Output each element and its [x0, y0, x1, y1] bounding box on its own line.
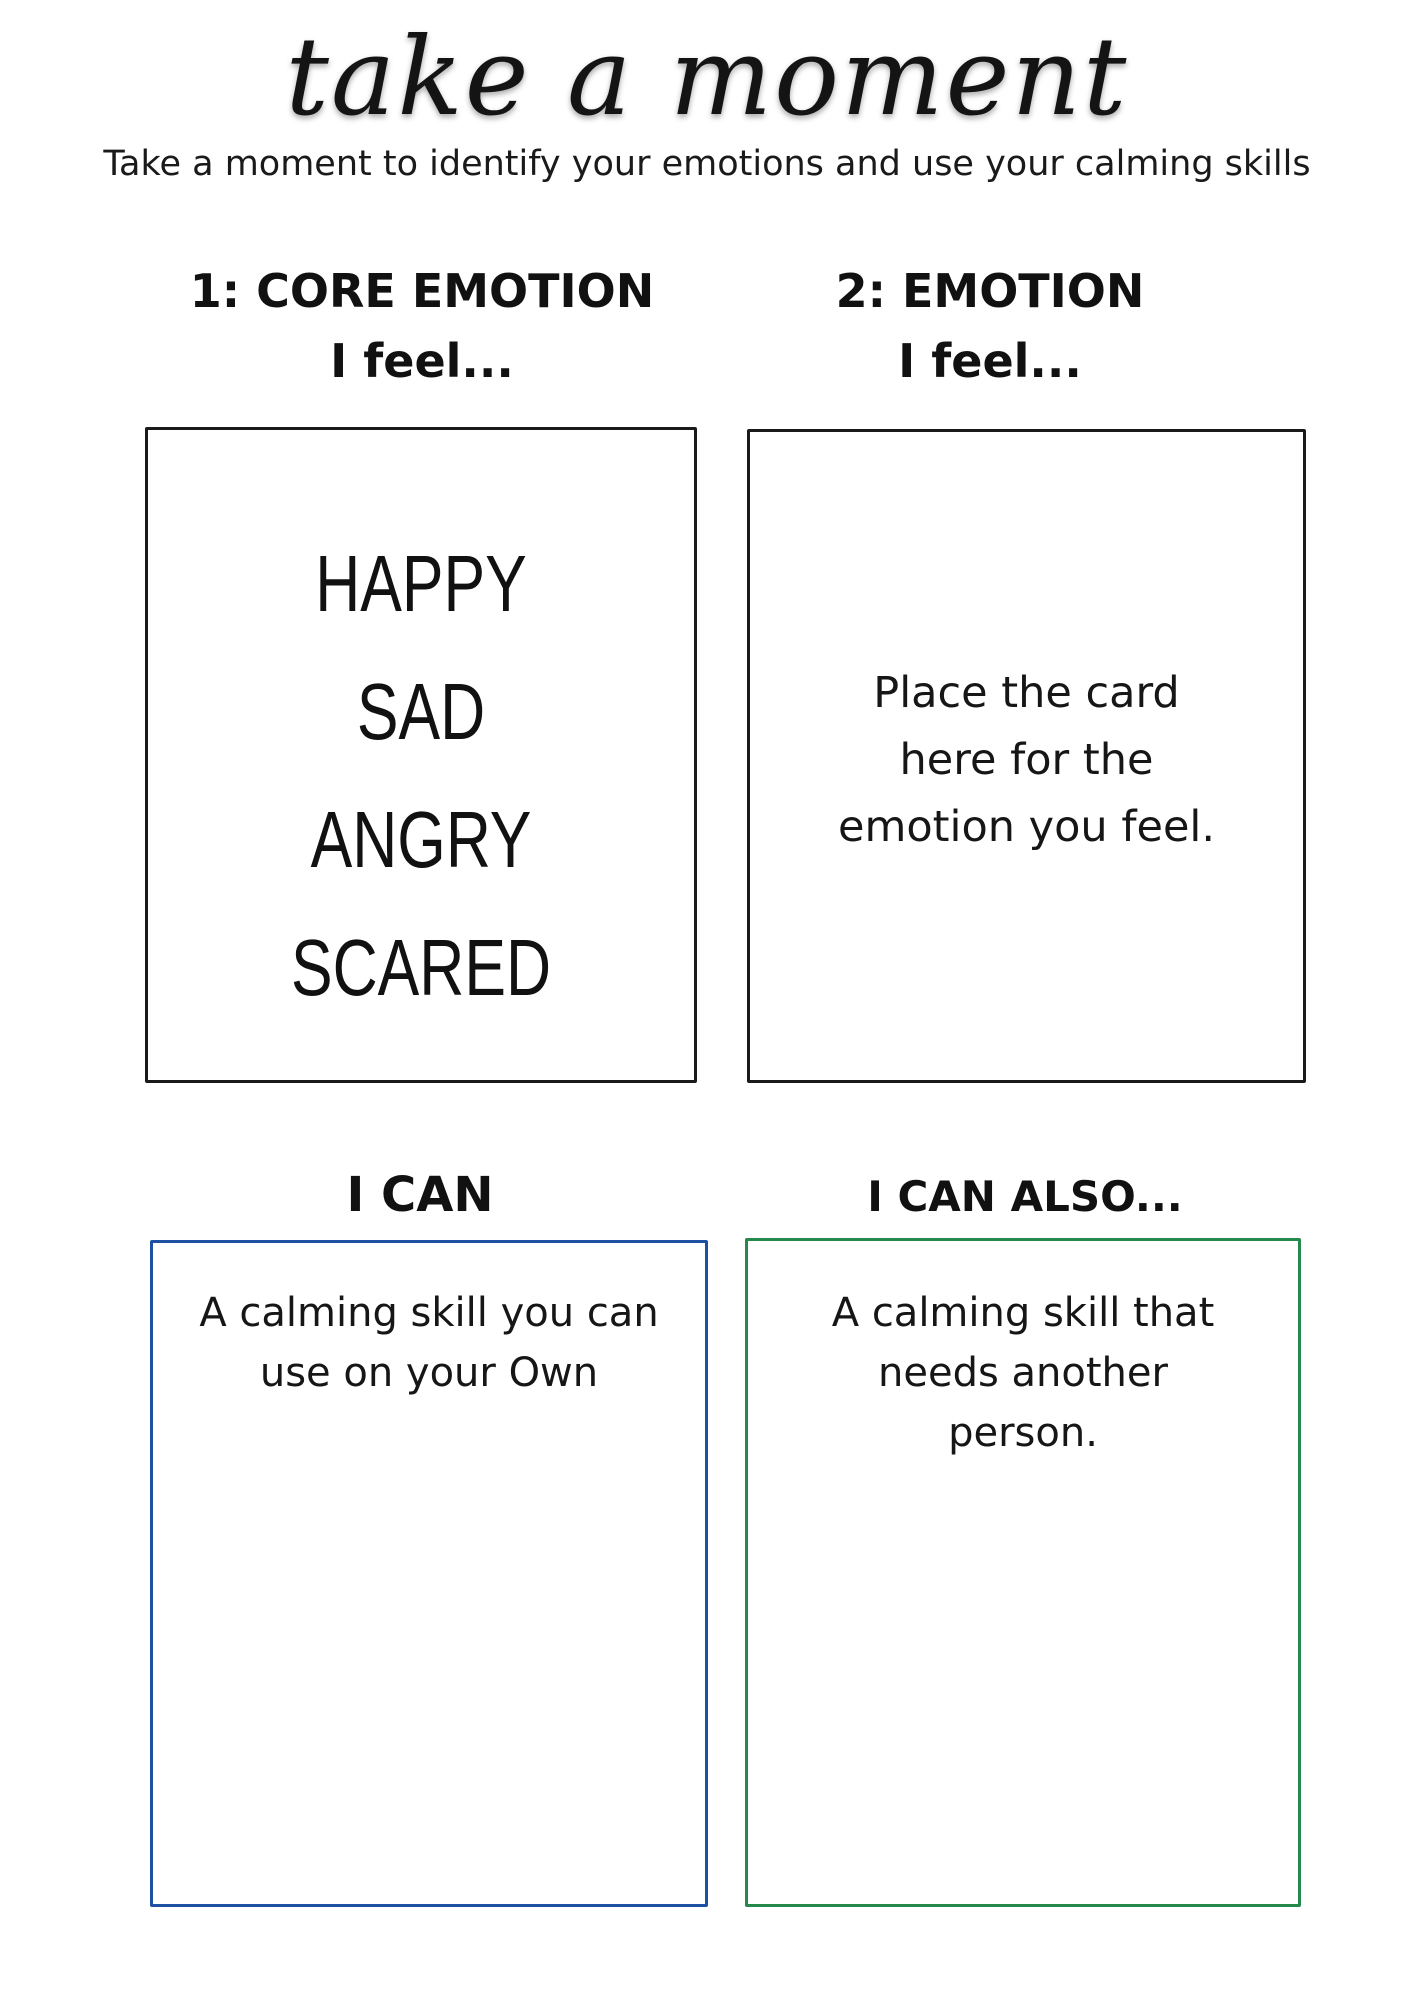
- i-can-also-box: [745, 1238, 1301, 1907]
- emotion-card-line: emotion you feel.: [837, 802, 1216, 852]
- i-can-also-heading: I CAN ALSO...: [867, 1172, 1183, 1221]
- core-emotion-sad: SAD: [356, 667, 486, 756]
- emotion-card-line: Place the card: [873, 668, 1180, 718]
- emotion-heading: [740, 256, 1240, 396]
- i-can-also-line: needs another: [878, 1350, 1168, 1396]
- emotion-card-box: [747, 429, 1306, 1083]
- i-can-also-line: person.: [948, 1410, 1098, 1456]
- emotion-card-instructions: [750, 660, 1303, 861]
- core-emotion-angry: ANGRY: [310, 795, 532, 884]
- core-emotion-box: [145, 427, 697, 1083]
- core-emotion-subtitle: I feel...: [330, 334, 514, 388]
- i-can-line: use on your Own: [259, 1350, 599, 1396]
- i-can-line: A calming skill you can: [199, 1290, 659, 1336]
- i-can-also-instructions: [748, 1283, 1298, 1463]
- emotion-subtitle: I feel...: [898, 334, 1082, 388]
- emotion-title: 2: EMOTION: [835, 264, 1145, 318]
- core-emotion-happy: HAPPY: [315, 539, 527, 628]
- i-can-also-line: A calming skill that: [831, 1290, 1215, 1336]
- emotion-card-line: here for the: [899, 735, 1154, 785]
- i-can-box: [150, 1240, 708, 1907]
- i-can-heading: I CAN: [346, 1167, 494, 1223]
- core-emotion-scared: SCARED: [290, 923, 552, 1012]
- page-subtitle: Take a moment to identify your emotions and use your calming skills: [103, 144, 1311, 184]
- core-emotion-heading: [142, 256, 702, 396]
- core-emotion-title: 1: CORE EMOTION: [189, 264, 655, 318]
- i-can-instructions: [153, 1283, 705, 1403]
- core-emotion-list: [148, 520, 694, 1032]
- page-title: take a moment: [285, 15, 1129, 140]
